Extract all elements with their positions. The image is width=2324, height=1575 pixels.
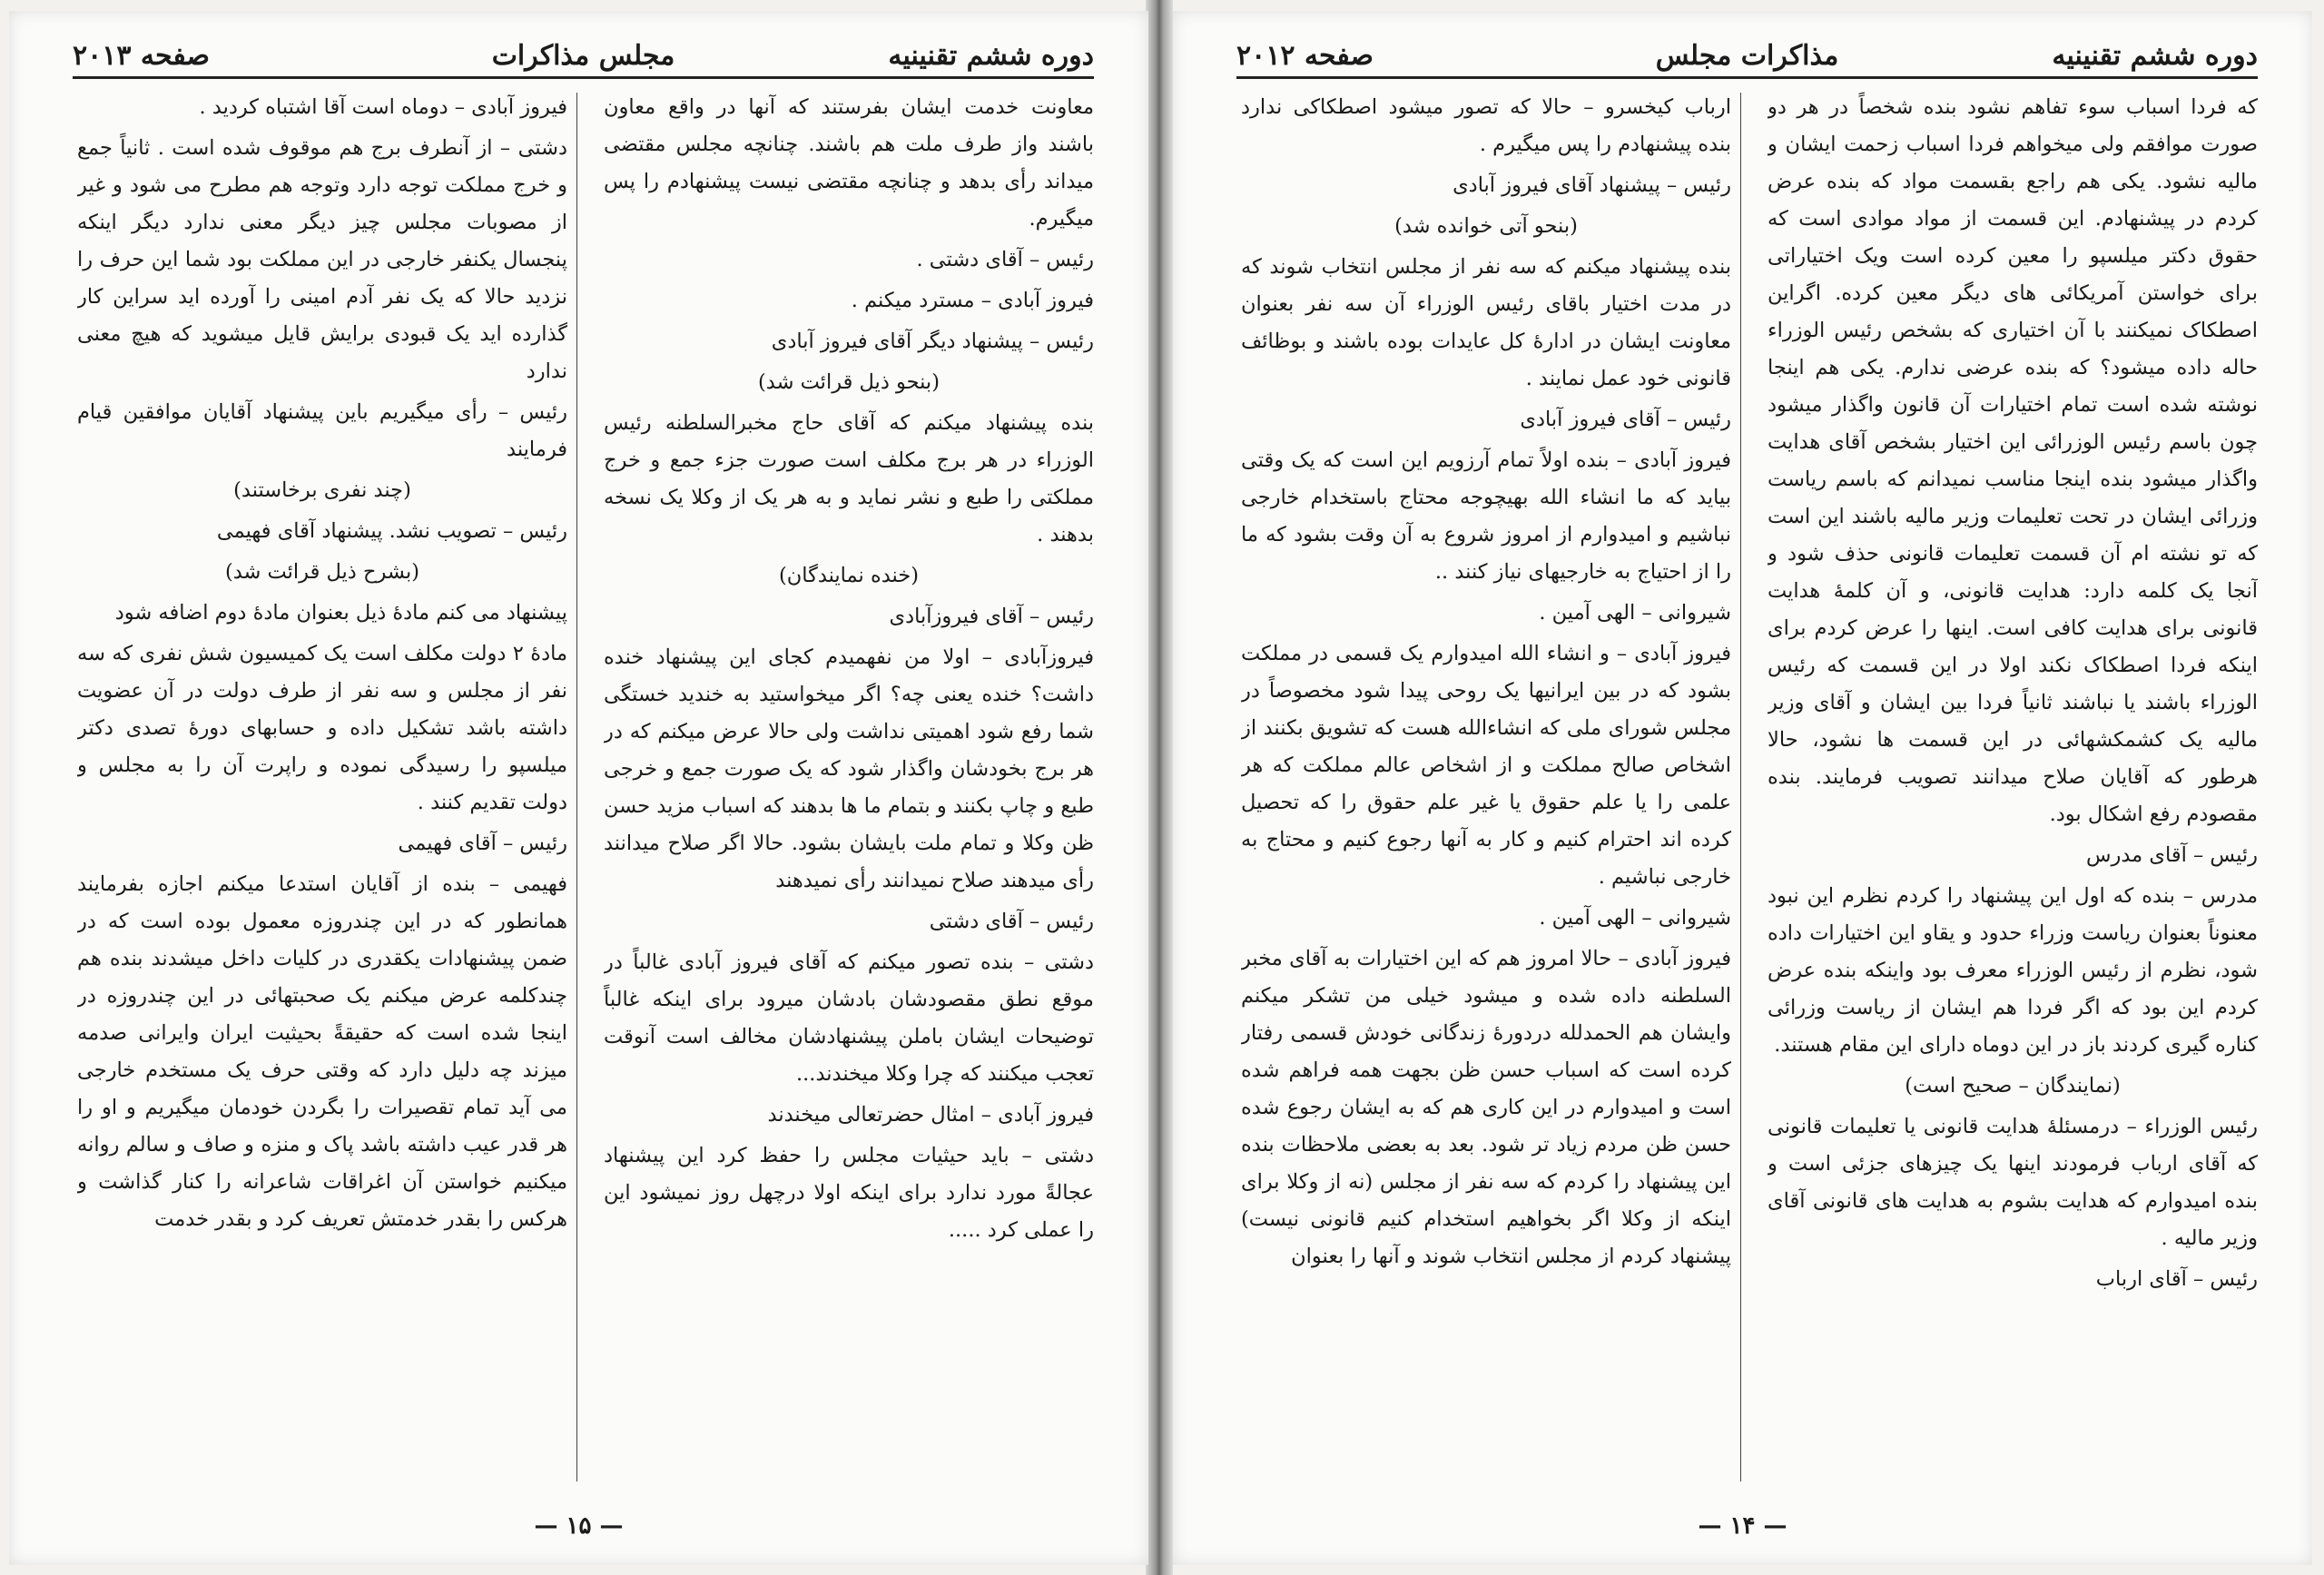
paragraph: شیروانی – الهی آمین .: [1539, 601, 1731, 625]
right-header-title: مذاکرات مجلس: [1655, 40, 1839, 72]
left-page-number: [9, 1512, 1148, 1540]
paragraph: رئیس – آقای دشتی .: [916, 248, 1094, 271]
paragraph: (بنحو آتی خوانده شد): [1394, 214, 1578, 238]
right-header-page: صفحه ۲۰۱۲: [1236, 40, 1374, 72]
paragraph: رئیس – آقای فیروز آبادی: [1520, 408, 1731, 431]
left-page: [9, 11, 1148, 1565]
left-header-session: دوره ششم تقنینیه: [888, 40, 1094, 72]
paragraph: فیروز آبادی – بنده اولاً تمام آرزویم این است که یک وقتی بیاید که ما انشاء الله بهیچوجه محتاج باستخدام خارجی نباشیم و امیدوارم از امروز شروع به آن وقت بشود که ما را از احتیاج به خارجیهای نیاز کنند ..: [1241, 448, 1731, 584]
paragraph: مدرس – بنده که اول این پیشنهاد را کردم نظرم این نبود معنوناً بعنوان ریاست وزراء حدود و یقاو این اختیارات داده شود، نظرم از رئیس الوزراء معرف بود واینکه بنده عرض کردم این بود که اگر فردا هم ایشان از ریاست وزرائی کناره گیری کردند باز در این دوماه دارای این مقام هستند.: [1768, 884, 2258, 1057]
paragraph: رئیس – آقای ارباب: [2095, 1267, 2258, 1291]
paragraph: دشتی – از آنطرف برج هم موقوف شده است . ثانیاً جمع و خرج مملکت توجه دارد وتوجه هم مطرح می شود و غیر از مصوبات مجلس چیز دیگر معنی ندارد دیگر اینکه پنجسال یکنفر خارجی در این مملکت بود شما این حرف را نزدید حالا که یک نفر آدم امینی را آورده اید سراین کار گذارده اید یک قبودی برایش قایل میشوید که هیچ معنی ندارد: [77, 136, 567, 383]
paragraph: شیروانی – الهی آمین .: [1539, 906, 1731, 930]
paragraph: (چند نفری برخاستند): [233, 478, 411, 502]
paragraph: ارباب کیخسرو – حالا که تصور میشود اصطکاکی ندارد بنده پیشنهادم را پس میگیرم .: [1241, 95, 1731, 156]
right-page-column-right: [1768, 89, 2258, 1487]
paragraph: بنده پیشنهاد میکنم که سه نفر از مجلس انتخاب شوند که در مدت اختیار باقای رئیس الوزراء آن سه نفر بعنوان معاونت ایشان در ادارهٔ کل عایدات بوده باشند و بوظائف قانونی خود عمل نمایند .: [1241, 255, 1731, 390]
paragraph: فهیمی – بنده از آقایان استدعا میکنم اجازه بفرمایند همانطور که در این چندروزه معمول بوده است که در ضمن پیشنهادات یکقدری در کلیات داخل میشدند بنده هم چندکلمه عرض میکنم یک صحبتهائی در این چندروزه در اینجا شده است که حقیقةً بحیثیت ایران وایرانی صدمه میزند چه دلیل دارد که وقتی حرف یک مستخدم خارجی می آید تمام تقصیرات را بگردن خودمان میگیریم و او را هر قدر عیب داشته باشد پاک و منزه و صاف و سالم روانه میکنیم خواستن آن اغراقات شاعرانه را کنار گذاشت و هرکس را بقدر خدمتش تعریف کرد و بقدر خدمت: [77, 872, 567, 1231]
left-page-column-left: [77, 89, 567, 1487]
paragraph: رئیس – آقای فیروزآبادی: [889, 605, 1094, 628]
paragraph: فیروز آبادی – حالا امروز هم که این اختیارات به آقای مخبر السلطنه داده شده و میشود خیلی من تشکر میکنم وایشان هم الحمدلله دردورهٔ زندگانی خودش قسمی رفتار کرده است که اسباب حسن ظن بجهت همه فراهم شده است و امیدوارم در این کاری هم که به ایشان رجوع شده حسن ظن مردم زیاد تر شود. بعد به بعضی ملاحظات بنده این پیشنهاد را کردم که سه نفر از مجلس (نه از وکلا برای اینکه از وکلا اگر بخواهیم استخدام کنیم قانونی نیست) پیشنهاد کردم از مجلس انتخاب شوند و آنها را بعنوان: [1241, 947, 1731, 1268]
right-page-column-left: [1241, 89, 1731, 1487]
paragraph: بنده پیشنهاد میکنم که آقای حاج مخبرالسلطنه رئیس الوزراء در هر برج مکلف است صورت جزء جمع و خرج مملکتی را طبع و نشر نماید و به هر یک از وکلا یک نسخه بدهند .: [604, 411, 1094, 546]
paragraph: رئیس – آقای دشتی: [929, 910, 1094, 933]
right-page-header: [1236, 36, 2258, 79]
left-page-column-right: [604, 89, 1094, 1487]
paragraph: فیروزآبادی – اولا من نفهمیدم کجای این پیشنهاد خنده داشت؟ خنده یعنی چه؟ اگر میخواستید به خندید خستگی شما رفع شود اهمیتی نداشت ولی حالا عرض میکنم که در هر برج بخودشان واگذار شود که یک صورت جمع و خرجی طبع و چاپ بکنند و بتمام ما ها بدهند که اسباب مزید حسن ظن وکلا و تمام ملت بایشان بشود. حالا اگر صلاح میدانند رأی میدهند صلاح نمیدانند رأی نمیدهند: [604, 645, 1094, 892]
paragraph: دشتی – بنده تصور میکنم که آقای فیروز آبادی غالباً در موقع نطق مقصودشان بادشان میرود برای اینکه غالباً توضیحات ایشان باملن پیشنهادشان مخالف است آنوقت تعجب میکنند که چرا وکلا میخندند...: [604, 950, 1094, 1086]
right-page-number: [1173, 1512, 2312, 1540]
paragraph: رئیس – آقای فهیمی: [398, 832, 567, 855]
paragraph: (خنده نمایندگان): [778, 564, 920, 587]
paragraph: رئیس – پیشنهاد دیگر آقای فیروز آبادی: [771, 330, 1094, 353]
paragraph: که فردا اسباب سوء تفاهم نشود بنده شخصاً در هر دو صورت موافقم ولی میخواهم فردا اسباب زحمت ایشان و مالیه نشود. یکی هم راجع بقسمت مواد که بنده عرض کردم در پیشنهادم. این قسمت از مواد موادی است که حقوق دکتر میلسپو را معین کرده است ویک اختیاراتی برای خواستن آمریکائی های دیگر معین کرده. اگراین اصطکاک نمیکنند با آن اختیاری که بشخص رئیس الوزراء حاله داده میشود؟ که بنده عرضی ندارم. یکی هم اینجا نوشته شده است تمام اختیارات آن قانون واگذار میشود چون باسم رئیس الوزرائی این اختیار بشخص آقای هدایت واگذار میشود بنده اینجا مناسب نمیدانم که باسم ریاست وزرائی ایشان در تحت تعلیمات وزیر مالیه باشند این است که تو نشته ام آن قسمت تعلیمات قانونی حذف شود و آنجا یک کلمه دارد: هدایت قانونی، و آن کلمهٔ هدایت قانونی برای هدایت کافی است. اینها را عرض کردم برای اینکه فردا اصطکاک نکند اولا در این قسمت که رئیس الوزراء باشند یا نباشند ثانیاً فردا بین ایشان و آقای وزیر مالیه یک کشمکشهائی در این قسمت ها نشود، حالا هرطور که آقایان صلاح میدانند تصویب فرمایند. بنده مقصودم رفع اشکال بود.: [1768, 95, 2258, 826]
right-page: [1173, 11, 2312, 1565]
paragraph: (نمایندگان – صحیح است): [1905, 1074, 2121, 1098]
left-page-number-text: — ۱۵ —: [534, 1512, 624, 1540]
paragraph: رئیس – آقای مدرس: [2086, 843, 2258, 867]
paragraph: (بنحو ذیل قرائت شد): [758, 370, 940, 394]
paragraph: (بشرح ذیل قرائت شد): [224, 560, 420, 584]
column-divider: [1740, 93, 1741, 1481]
paragraph: فیروز آبادی – و انشاء الله امیدوارم یک قسمی در مملکت بشود که در بین ایرانیها یک روحی پیدا شود مخصوصاً در مجلس شورای ملی که انشاءالله هست که تشویق بکنند از اشخاص صالح مملکت و از اشخاص عالم مملکت که هر علمی را یا علم حقوق یا غیر علم حقوق را که تحصیل کرده اند احترام کنیم و کار به آنها رجوع کنیم و محتاج به خارجی نباشیم .: [1241, 642, 1731, 889]
paragraph: رئیس – رأی میگیریم باین پیشنهاد آقایان موافقین قیام فرمایند: [77, 400, 567, 461]
paragraph: فیروز آبادی – مسترد میکنم .: [851, 289, 1094, 312]
paragraph: فیروز آبادی – دوماه است آقا اشتباه کردید .: [199, 95, 567, 119]
paragraph: فیروز آبادی – امثال حضرتعالی میخندند: [767, 1103, 1094, 1127]
right-header-session: دوره ششم تقنینیه: [2052, 40, 2258, 72]
column-divider: [576, 93, 577, 1481]
paragraph: رئیس الوزراء – درمسئلهٔ هدایت قانونی یا تعلیمات قانونی که آقای ارباب فرمودند اینها یک چیزهای جزئی است و بنده امیدوارم که هدایت بشوم به هدایت های قانونی آقای وزیر مالیه .: [1768, 1115, 2258, 1250]
left-header-page: صفحه ۲۰۱۳: [73, 40, 210, 72]
paragraph: پیشنهاد می کنم مادهٔ ذیل بعنوان مادهٔ دوم اضافه شود: [114, 601, 567, 625]
paragraph: معاونت خدمت ایشان بفرستند که آنها در واقع معاون باشند واز طرف ملت هم باشند. چنانچه مجلس مقتضی میداند رأی بدهد و چنانچه مقتضی نیست پیشنهادم را پس میگیرم.: [604, 95, 1094, 231]
paragraph: رئیس – پیشنهاد آقای فیروز آبادی: [1452, 173, 1731, 197]
paragraph: مادهٔ ۲ دولت مکلف است یک کمیسیون شش نفری که سه نفر از مجلس و سه نفر از طرف دولت در آن عضویت داشته باشد تشکیل داده و حسابهای دورهٔ تصدی دکتر میلسپو را رسیدگی نموده و راپرت آن را به مجلس و دولت تقدیم کنند .: [77, 642, 567, 814]
right-page-number-text: — ۱۴ —: [1698, 1512, 1787, 1540]
paragraph: رئیس – تصویب نشد. پیشنهاد آقای فهیمی: [216, 519, 567, 543]
left-page-header: [73, 36, 1094, 79]
paragraph: دشتی – باید حیثیات مجلس را حفظ کرد این پیشنهاد عجالةً مورد ندارد برای اینکه اولا درچهل روز نمیشود این را عملی کرد .....: [604, 1144, 1094, 1242]
left-header-title: مجلس مذاکرات: [491, 40, 675, 72]
book-spine: [1146, 0, 1173, 1575]
